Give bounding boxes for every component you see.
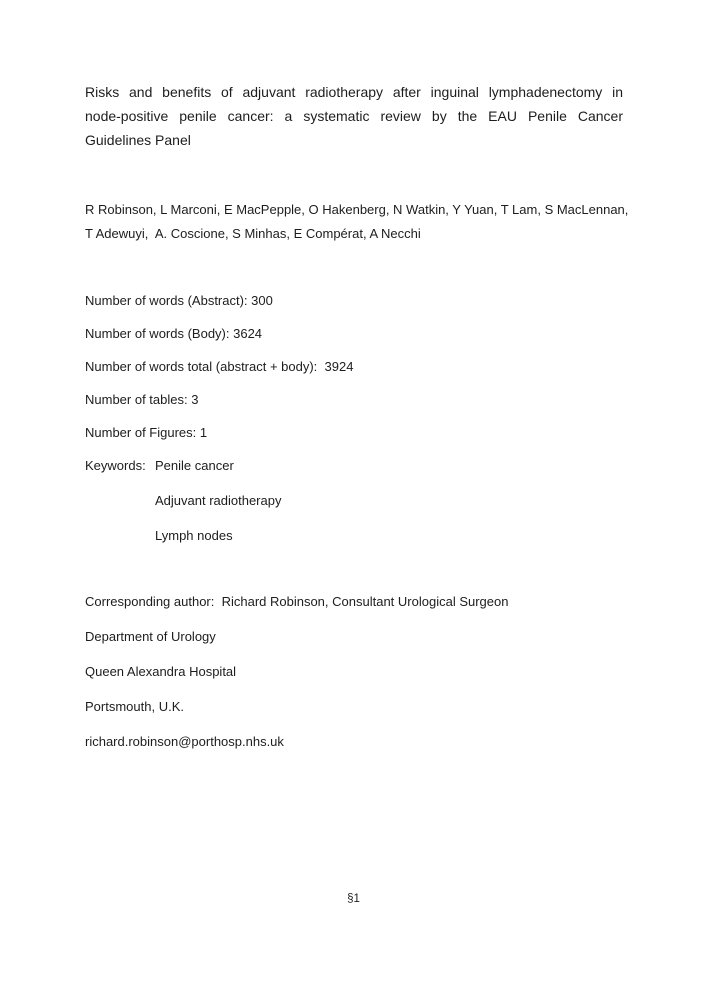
word-count-abstract: Number of words (Abstract): 300: [85, 293, 273, 308]
keyword-item-1: Penile cancer: [155, 458, 234, 473]
department-line: Department of Urology: [85, 629, 216, 644]
email-line: richard.robinson@porthosp.nhs.uk: [85, 734, 284, 749]
paper-title: [85, 80, 623, 152]
city-line: Portsmouth, U.K.: [85, 699, 184, 714]
author-list: [85, 198, 645, 246]
corresponding-author-line: Corresponding author: Richard Robinson, Consultant Urological Surgeon: [85, 594, 509, 609]
table-count: Number of tables: 3: [85, 392, 199, 407]
paper-title-line-1: Risks and benefits of adjuvant radiotherapy after inguinal lymphadenectomy in: [85, 84, 623, 100]
corresponding-author-section: [85, 594, 645, 769]
figure-count: Number of Figures: 1: [85, 425, 208, 440]
paper-title-line-3: Guidelines Panel: [85, 132, 191, 148]
word-counts-section: [85, 293, 645, 458]
keyword-item-2: Adjuvant radiotherapy: [155, 493, 282, 508]
keyword-item-3: Lymph nodes: [155, 528, 233, 543]
word-count-body: Number of words (Body): 3624: [85, 326, 263, 341]
keywords-section: [85, 458, 645, 563]
keywords-label: Keywords:: [85, 458, 146, 473]
hospital-line: Queen Alexandra Hospital: [85, 664, 237, 679]
page-number-footer: §1: [347, 893, 360, 905]
paper-title-line-2: node-positive penile cancer: a systematic review by the EAU Penile Cancer: [85, 108, 623, 124]
author-list-line-1: R Robinson, L Marconi, E MacPepple, O Hakenberg, N Watkin, Y Yuan, T Lam, S MacLennan,: [85, 202, 629, 217]
author-list-line-2: T Adewuyi, A. Coscione, S Minhas, E Compérat, A Necchi: [85, 226, 421, 241]
word-count-total: Number of words total (abstract + body): 3924: [85, 359, 354, 374]
